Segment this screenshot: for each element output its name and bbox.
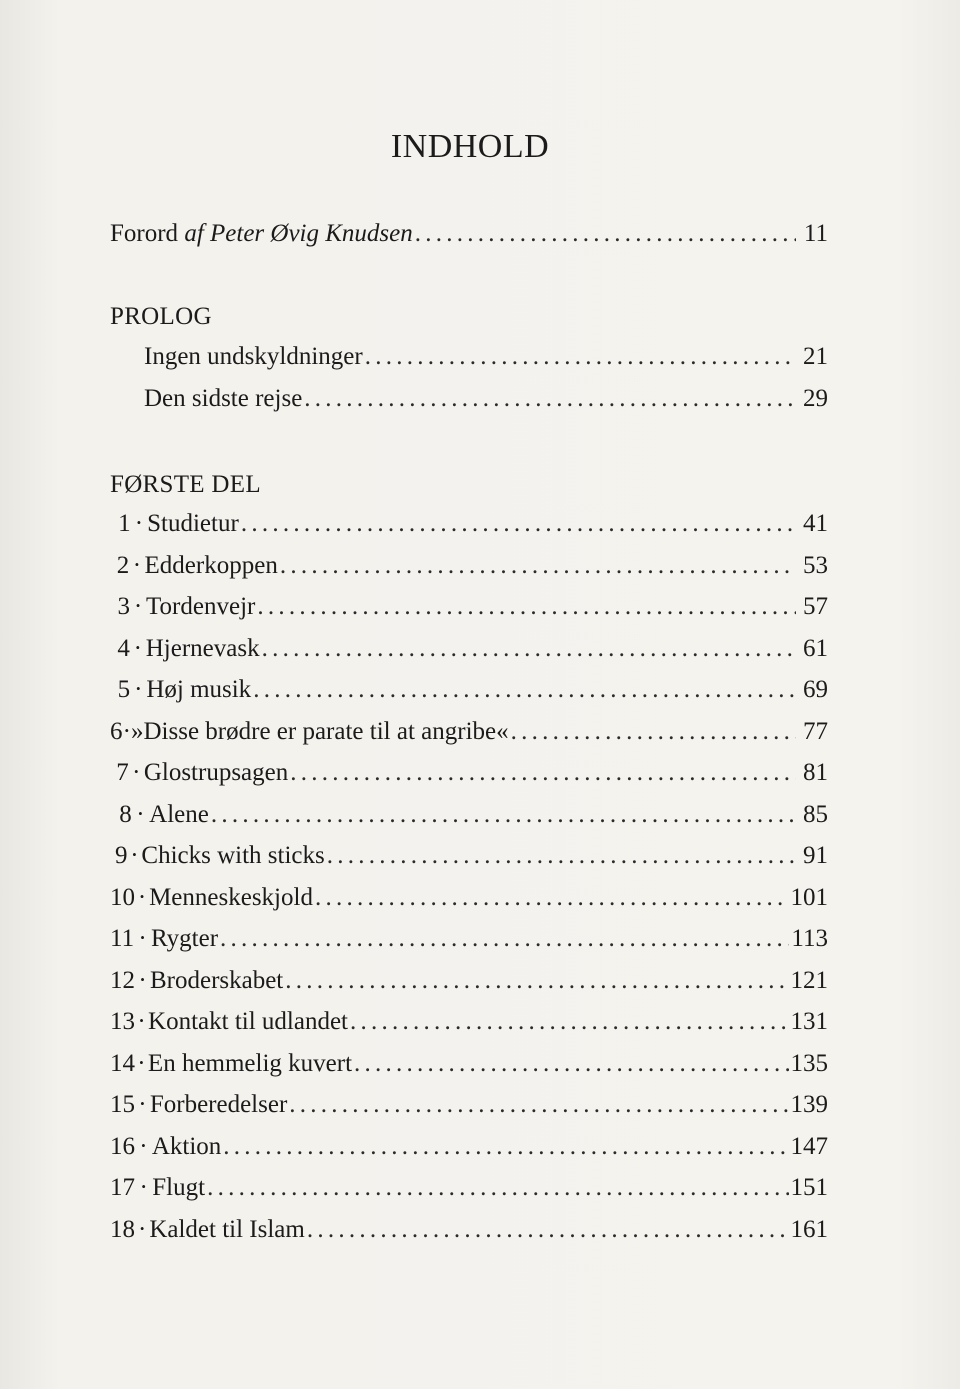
chapter-entry <box>110 1174 828 1206</box>
chapter-entry <box>110 1216 828 1248</box>
chapter-number: 4 <box>117 634 130 662</box>
chapter-separator: · <box>133 634 142 662</box>
chapter-number: 13 <box>110 1008 135 1035</box>
chapter-entry <box>110 1133 828 1165</box>
entry-title: Ingen undskyldninger <box>144 343 363 370</box>
chapter-separator: · <box>134 676 143 703</box>
chapter-separator: · <box>133 593 143 620</box>
chapter-entry <box>110 801 828 833</box>
chapter-number: 7 <box>116 759 129 786</box>
entry-title: Den sidste rejse <box>144 385 303 412</box>
chapter-separator: · <box>138 925 147 952</box>
chapter-entry <box>110 593 828 625</box>
chapter-number: 12 <box>110 966 135 994</box>
chapter-title: Alene <box>149 800 209 828</box>
chapter-title: »Disse brødre er parate til at angribe« <box>130 717 509 745</box>
chapter-title: Kontakt til udlandet <box>148 1008 348 1035</box>
chapter-entry <box>110 718 828 750</box>
toc-entry-forord <box>110 220 828 252</box>
chapter-entry <box>110 884 828 916</box>
chapter-entry <box>110 759 828 791</box>
chapter-number: 1 <box>118 510 131 537</box>
chapter-title: Høj musik <box>146 676 252 703</box>
page-number: 85 <box>803 800 828 828</box>
toc-entry <box>144 385 828 417</box>
page-title: INDHOLD <box>390 128 550 165</box>
chapter-number: 6 <box>110 717 123 745</box>
page-number: 29 <box>803 385 828 412</box>
chapter-number: 2 <box>116 551 130 579</box>
page-number: 113 <box>791 925 828 952</box>
chapter-entry <box>110 552 828 584</box>
chapter-title: Kaldet til Islam <box>149 1215 305 1243</box>
chapter-number: 14 <box>110 1049 135 1077</box>
chapter-title: Rygter <box>151 925 219 952</box>
chapter-entry <box>110 842 828 874</box>
toc-entry <box>144 343 828 375</box>
chapter-separator: · <box>138 966 147 994</box>
forord-label: Forord <box>110 220 179 247</box>
page-number: 69 <box>803 676 828 703</box>
chapter-title: Forberedelser <box>149 1091 288 1118</box>
chapter-title: Broderskabet <box>149 966 284 994</box>
chapter-separator: · <box>137 1049 146 1077</box>
page-number: 77 <box>803 717 828 745</box>
forord-author: af Peter Øvig Knudsen <box>184 220 413 247</box>
chapter-title: Chicks with sticks <box>141 842 325 869</box>
chapter-number: 8 <box>119 800 132 828</box>
page-number: 61 <box>803 634 828 662</box>
chapter-separator: · <box>139 1174 148 1201</box>
page-number: 161 <box>790 1215 828 1243</box>
chapter-number: 17 <box>110 1174 135 1201</box>
chapter-separator: · <box>132 551 142 579</box>
page-number: 147 <box>790 1132 828 1160</box>
chapter-number: 10 <box>110 883 135 911</box>
chapter-title: Menneskeskjold <box>149 883 313 911</box>
chapter-number: 3 <box>117 593 131 620</box>
section-heading-prolog: PROLOG <box>110 303 212 330</box>
chapter-number: 16 <box>110 1132 135 1160</box>
chapter-entry <box>110 676 828 708</box>
chapter-title: Edderkoppen <box>144 551 278 579</box>
chapter-separator: · <box>132 759 141 786</box>
chapter-title: Flugt <box>152 1174 206 1201</box>
chapter-title: Tordenvejr <box>146 593 256 620</box>
chapter-separator: · <box>139 1132 148 1160</box>
chapter-number: 15 <box>110 1091 135 1118</box>
chapter-number: 5 <box>117 676 131 703</box>
chapter-separator: · <box>130 842 139 869</box>
chapter-separator: · <box>137 883 147 911</box>
page-number: 101 <box>790 883 828 911</box>
chapter-title: Aktion <box>151 1132 222 1160</box>
chapter-title: En hemmelig kuvert <box>147 1049 353 1077</box>
page-number: 91 <box>803 842 828 869</box>
chapter-entry <box>110 510 828 542</box>
page-number: 11 <box>803 220 828 247</box>
chapter-entry <box>110 925 828 957</box>
chapter-separator: · <box>122 717 131 745</box>
page-number: 53 <box>803 551 828 579</box>
chapter-separator: · <box>138 1091 147 1118</box>
page-number: 139 <box>790 1091 828 1118</box>
chapter-entry <box>110 1091 828 1123</box>
chapter-title: Glostrupsagen <box>143 759 289 786</box>
chapter-entry <box>110 635 828 667</box>
page-number: 41 <box>803 510 828 537</box>
section-heading-part1: FØRSTE DEL <box>110 471 261 498</box>
chapter-separator: · <box>138 1215 147 1243</box>
chapter-title: Studietur <box>147 510 239 537</box>
page-number: 135 <box>790 1049 828 1077</box>
chapter-title: Hjernevask <box>145 634 260 662</box>
chapter-number: 18 <box>110 1215 135 1243</box>
page-number: 121 <box>790 966 828 994</box>
page-number: 151 <box>790 1174 828 1201</box>
page-number: 81 <box>803 759 828 786</box>
chapter-entry <box>110 1050 828 1082</box>
page-number: 57 <box>803 593 828 620</box>
chapter-separator: · <box>137 1008 146 1035</box>
chapter-separator: · <box>134 510 144 537</box>
chapter-number: 9 <box>114 842 128 869</box>
page-number: 131 <box>790 1008 828 1035</box>
chapter-separator: · <box>136 800 145 828</box>
chapter-entry <box>110 967 828 999</box>
page-number: 21 <box>803 343 828 370</box>
chapter-number: 11 <box>110 925 135 952</box>
chapter-entry <box>110 1008 828 1040</box>
